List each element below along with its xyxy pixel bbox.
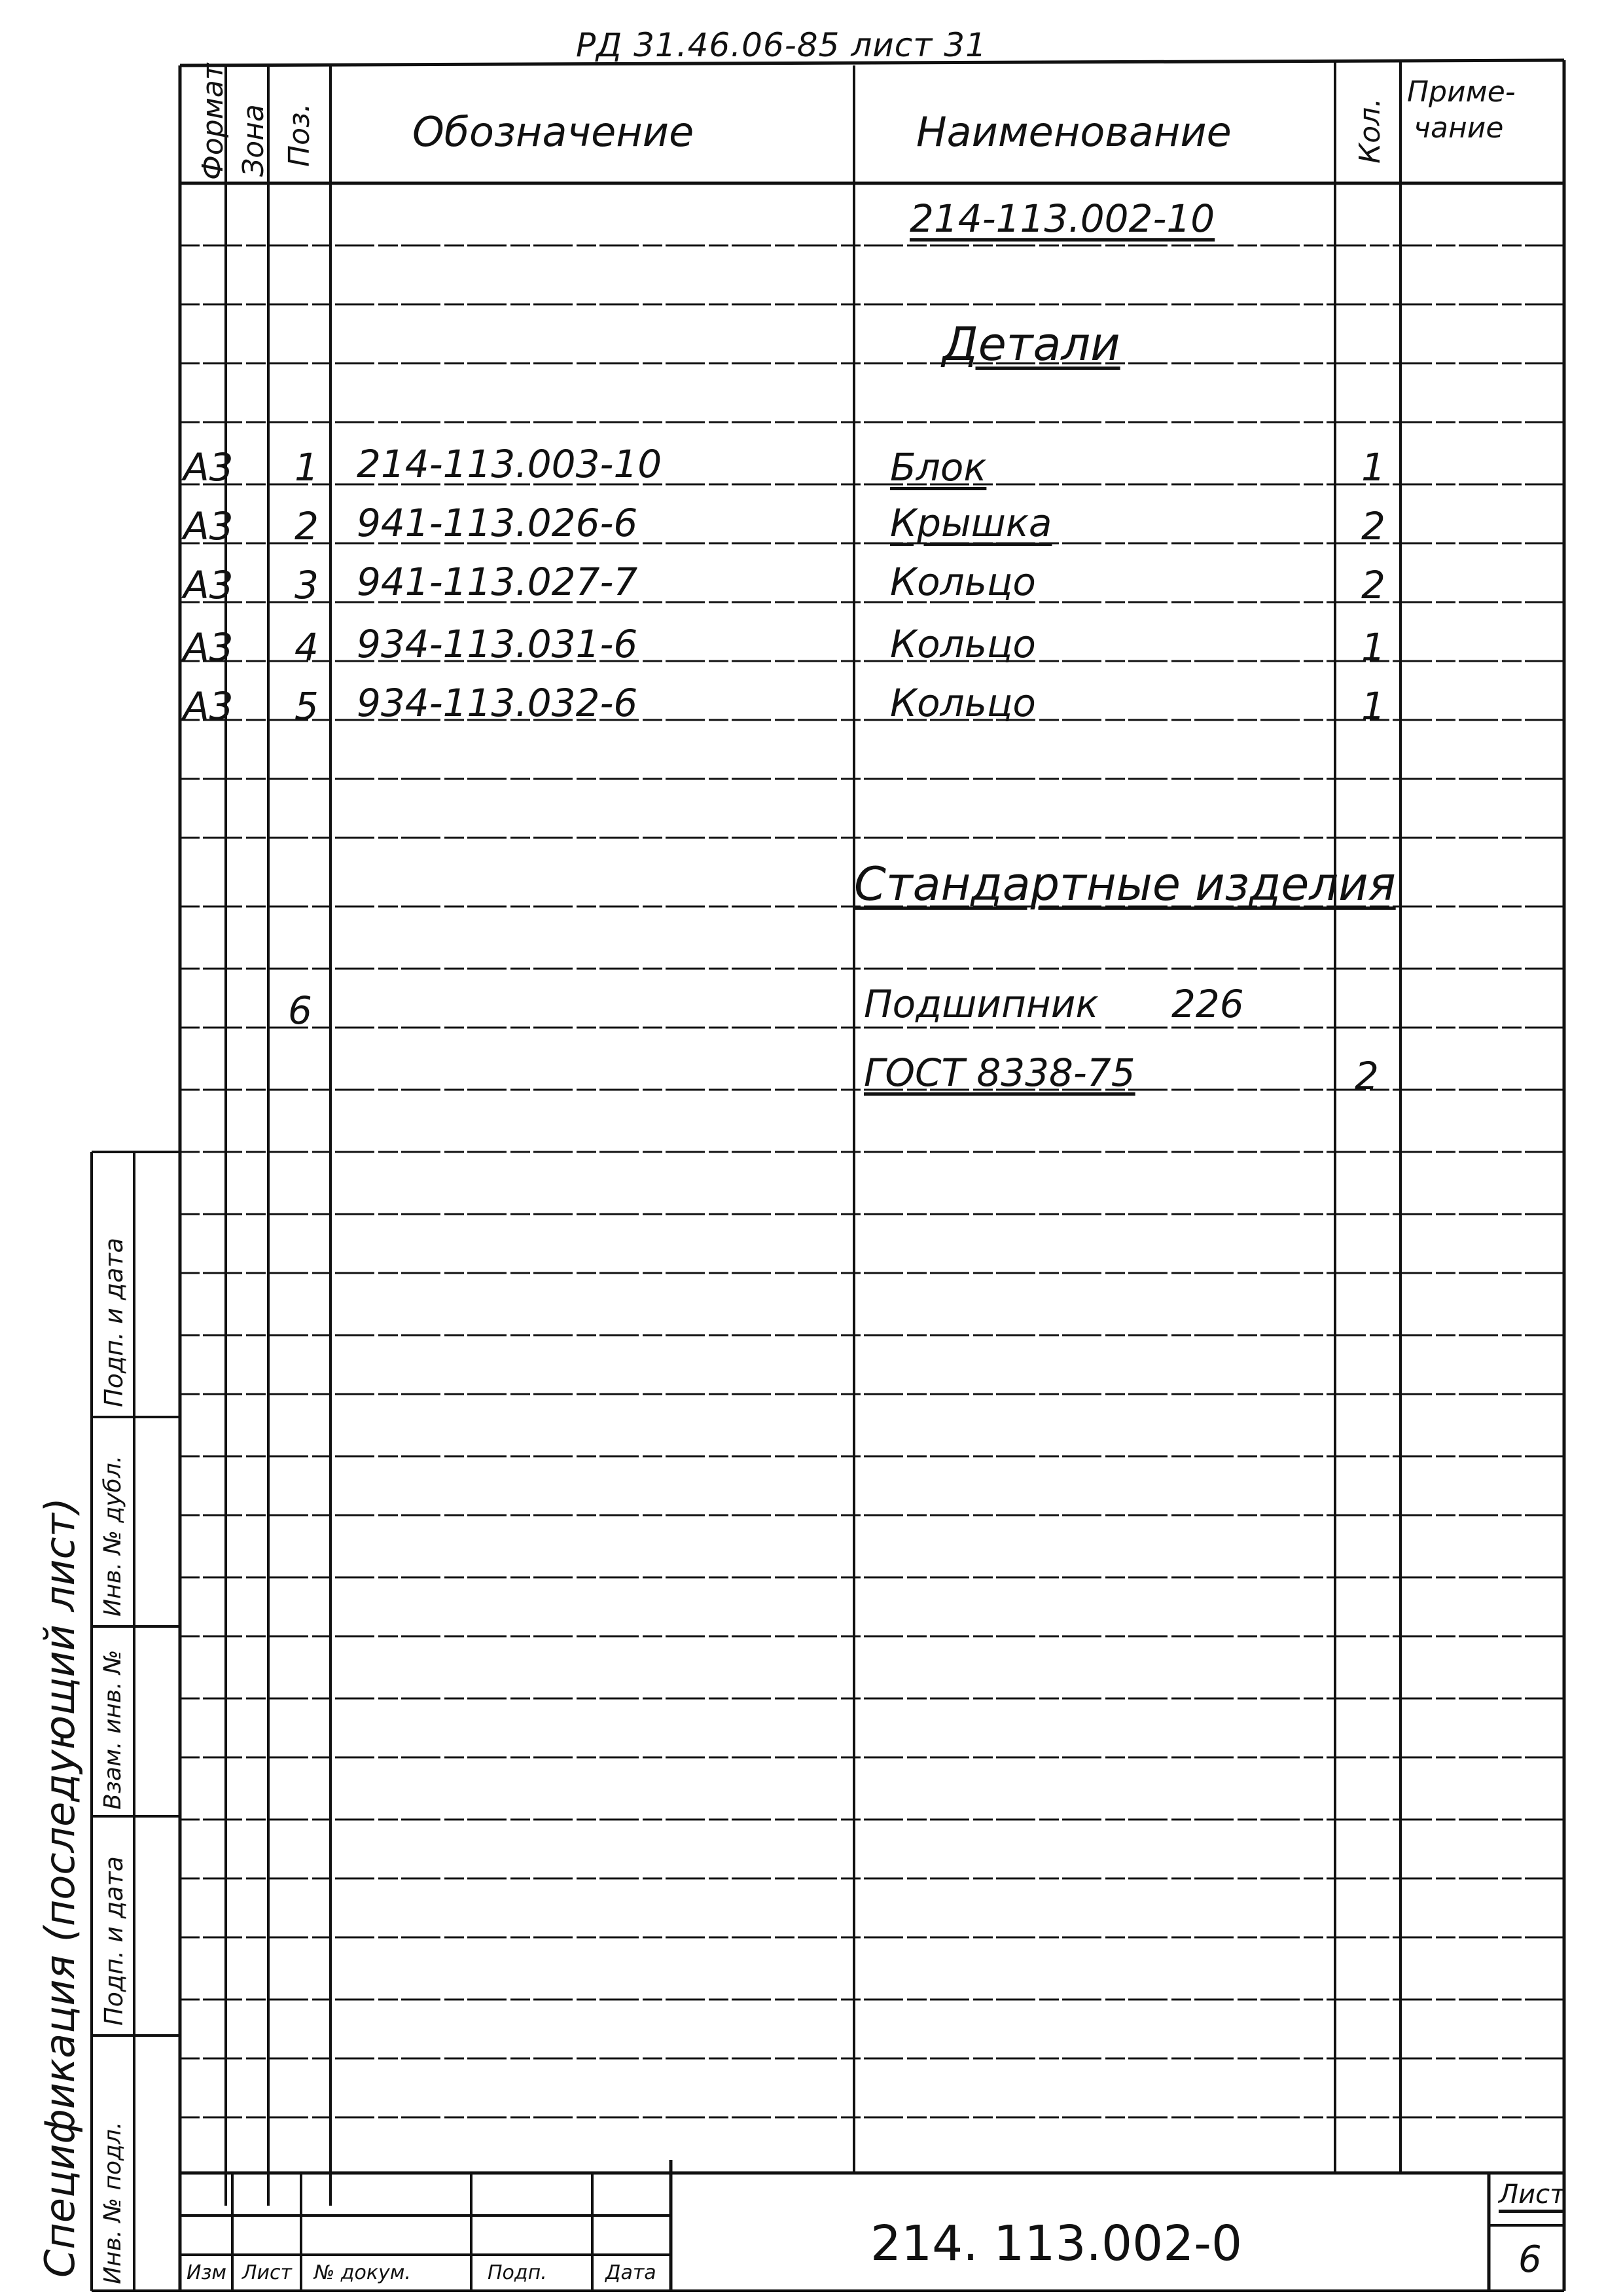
title-label-izm: Изм [187, 2261, 227, 2284]
row-3-designation: 941-113.027-7 [357, 560, 638, 604]
std-size: 226 [1171, 982, 1244, 1026]
title-label-doc: № докум. [314, 2261, 411, 2284]
row-4-pos: 4 [294, 625, 319, 670]
row-4-format: А3 [183, 625, 234, 670]
row-3-format: А3 [183, 563, 234, 607]
assembly-designation: 214-113.002-10 [910, 196, 1215, 241]
row-1-pos: 1 [294, 445, 319, 490]
row-2-pos: 2 [294, 504, 319, 548]
std-pos: 6 [288, 988, 312, 1033]
header-zone: Зона [237, 104, 270, 177]
row-2-name: Крышка [890, 501, 1052, 545]
row-5-pos: 5 [294, 684, 319, 728]
header-designation: Обозначение [412, 108, 694, 156]
row-3-name: Кольцо [890, 560, 1036, 604]
row-5-name: Кольцо [890, 681, 1036, 725]
header-note-2: чание [1414, 111, 1504, 145]
section-standard: Стандартные изделия [854, 857, 1396, 911]
title-sheet-label: Лист [1499, 2179, 1565, 2210]
std-qty: 2 [1355, 1054, 1379, 1098]
document-reference: РД 31.46.06-85 лист 31 [576, 26, 987, 64]
row-5-designation: 934-113.032-6 [357, 681, 638, 725]
std-name-line1: Подшипник [864, 982, 1099, 1026]
row-4-qty: 1 [1361, 625, 1385, 670]
row-1-format: А3 [183, 445, 234, 490]
header-qty: Кол. [1353, 98, 1387, 164]
row-2-designation: 941-113.026-6 [357, 501, 638, 545]
row-2-qty: 2 [1361, 504, 1385, 548]
title-sheet-number: 6 [1518, 2238, 1542, 2281]
header-name: Наименование [916, 108, 1232, 156]
title-doc-number: 214. 113.002-0 [870, 2215, 1243, 2272]
row-3-qty: 2 [1361, 563, 1385, 607]
row-1-designation: 214-113.003-10 [357, 442, 662, 486]
row-1-qty: 1 [1361, 445, 1385, 490]
row-3-pos: 3 [294, 563, 319, 607]
title-label-date: Дата [605, 2261, 656, 2284]
header-format: Формат [196, 63, 230, 180]
row-5-format: А3 [183, 684, 234, 728]
row-4-designation: 934-113.031-6 [357, 622, 638, 666]
row-1-name: Блок [890, 445, 987, 490]
header-pos: Поз. [283, 103, 316, 167]
side-sign-date-1: Подп. и дата [99, 1238, 128, 1407]
side-note: Спецификация (последующий лист) [36, 1498, 84, 2278]
title-label-list: Лист [242, 2261, 293, 2284]
title-label-sign: Подп. [488, 2261, 547, 2284]
section-details: Детали [942, 317, 1120, 371]
side-inv-orig: Инв. № подл. [99, 2121, 126, 2284]
header-note-1: Приме- [1407, 75, 1516, 109]
side-sign-date-2: Подп. и дата [99, 1856, 128, 2026]
std-name-line2: ГОСТ 8338-75 [864, 1050, 1135, 1095]
side-inv-dupl: Инв. № дубл. [99, 1455, 126, 1617]
side-replace-inv: Взам. инв. № [99, 1649, 126, 1810]
row-2-format: А3 [183, 504, 234, 548]
row-5-qty: 1 [1361, 684, 1385, 728]
row-4-name: Кольцо [890, 622, 1036, 666]
